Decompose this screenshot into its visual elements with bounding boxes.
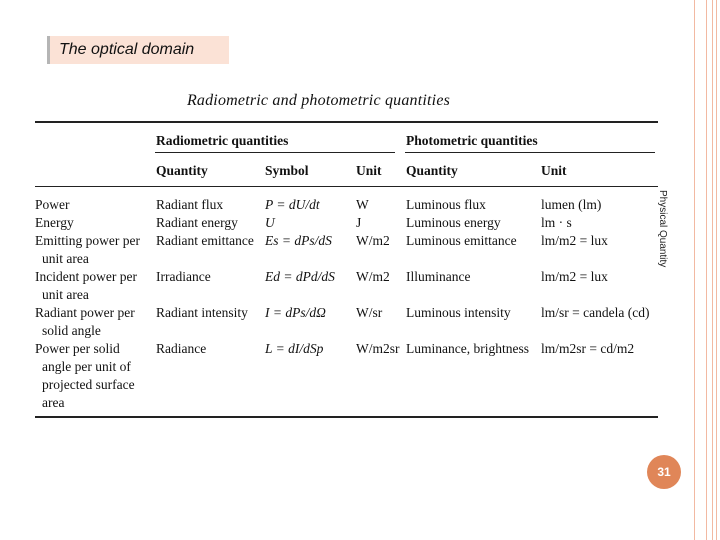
col-header-pho-unit: Unit (541, 163, 567, 178)
row-description: Radiant power per (35, 305, 135, 320)
row-description: Emitting power per (35, 233, 140, 248)
pho-unit-cell: lumen (lm) (541, 197, 602, 212)
row-description-cont: area (42, 395, 65, 410)
pho-unit-cell: lm/m2 = lux (541, 233, 608, 248)
rad-unit-cell: W/sr (356, 305, 383, 320)
row-description-cont: solid angle (42, 323, 101, 338)
rad-quantity-cell: Radiant energy (156, 215, 238, 230)
radiometric-rule (155, 152, 395, 153)
border-line (706, 0, 707, 540)
row-description: Power per solid (35, 341, 120, 356)
radiometric-header: Radiometric quantities (156, 133, 289, 148)
side-label: Physical Quantity (657, 190, 668, 268)
row-description-cont: unit area (42, 287, 89, 302)
table-top-rule (35, 121, 658, 123)
pho-unit-cell: lm · s (541, 215, 572, 230)
pho-unit-cell: lm/m2sr = cd/m2 (541, 341, 635, 356)
rad-unit-cell: W/m2 (356, 233, 390, 248)
pho-unit-cell: lm/m2 = lux (541, 269, 608, 284)
pho-quantity-cell: Luminance, brightness (406, 341, 529, 356)
table-bottom-rule (35, 416, 658, 418)
row-description-cont: unit area (42, 251, 89, 266)
rad-quantity-cell: Radiant emittance (156, 233, 254, 248)
photometric-header: Photometric quantities (406, 133, 538, 148)
rad-quantity-cell: Radiant flux (156, 197, 224, 212)
symbol-cell: L = dI/dSp (265, 341, 324, 356)
pho-quantity-cell: Luminous emittance (406, 233, 517, 248)
rad-unit-cell: W/m2 (356, 269, 390, 284)
col-header-pho-quantity: Quantity (406, 163, 458, 178)
row-description-cont: projected surface (42, 377, 135, 392)
rad-unit-cell: W/m2sr (356, 341, 400, 356)
table-title: Radiometric and photometric quantities (186, 92, 451, 109)
slide-title: The optical domain (47, 36, 229, 64)
row-description: Incident power per (35, 269, 137, 284)
pho-quantity-cell: Luminous flux (406, 197, 486, 212)
pho-quantity-cell: Illuminance (406, 269, 471, 284)
page-number-badge: 31 (647, 455, 681, 489)
row-description: Power (35, 197, 70, 212)
photometric-rule (405, 152, 655, 153)
rad-quantity-cell: Irradiance (156, 269, 211, 284)
symbol-cell: U (265, 215, 275, 230)
pho-quantity-cell: Luminous energy (406, 215, 501, 230)
rad-unit-cell: J (356, 215, 362, 230)
symbol-cell: Ed = dPd/dS (265, 269, 335, 284)
border-line (716, 0, 717, 540)
symbol-cell: P = dU/dt (265, 197, 320, 212)
pho-unit-cell: lm/sr = candela (cd) (541, 305, 650, 320)
rad-quantity-cell: Radiant intensity (156, 305, 248, 320)
row-description: Energy (35, 215, 74, 230)
symbol-cell: Es = dPs/dS (265, 233, 332, 248)
header-rule (35, 186, 658, 187)
rad-quantity-cell: Radiance (156, 341, 207, 356)
rad-unit-cell: W (356, 197, 369, 212)
border-line (694, 0, 695, 540)
symbol-cell: I = dPs/dΩ (265, 305, 326, 320)
row-description-cont: angle per unit of (42, 359, 131, 374)
col-header-symbol: Symbol (265, 163, 309, 178)
border-line (712, 0, 713, 540)
col-header-rad-quantity: Quantity (156, 163, 208, 178)
col-header-rad-unit: Unit (356, 163, 382, 178)
pho-quantity-cell: Luminous intensity (406, 305, 511, 320)
